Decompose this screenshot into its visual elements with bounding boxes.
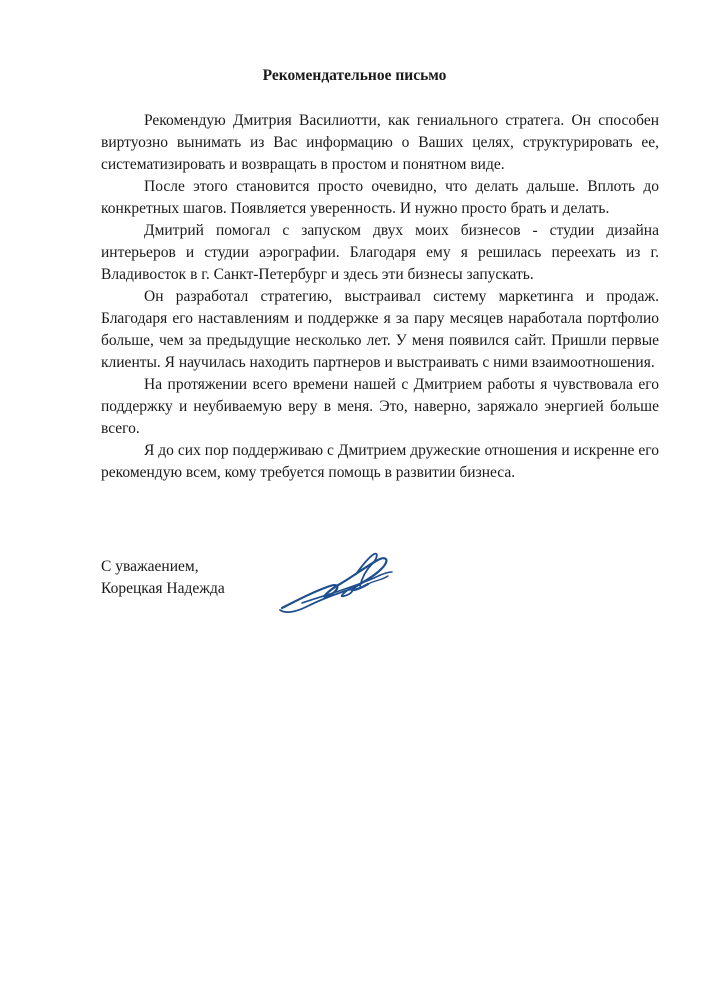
signature-stroke-cross — [302, 572, 392, 603]
paragraph-1: Рекомендую Дмитрия Василиотти, как гениального стратега. Он способен виртуозно вынимать из Вас информацию о Ваших целях, структурировать ее, систематизировать и возвращать в простом и понятном виде. — [101, 112, 659, 173]
closing-salutation: С уважаением, — [101, 558, 199, 575]
paragraph-6: Я до сих пор поддерживаю с Дмитрием дружеские отношения и искренне его рекомендую всем, кому требуется помощь в развитии бизнеса. — [101, 442, 659, 481]
signature-strokes — [280, 554, 392, 612]
paragraph-2: После этого становится просто очевидно, что делать дальше. Вплоть до конкретных шагов. Появляется уверенность. И нужно просто брать и делать. — [101, 178, 659, 217]
closing-author: Корецкая Надежда — [101, 580, 225, 597]
paragraph-5: На протяжении всего времени нашей с Дмитрием работы я чувствовала его поддержку и неубиваемую веру в меня. Это, наверно, заряжало энергией больше всего. — [101, 376, 659, 437]
letter-body — [101, 110, 659, 484]
letter-title: Рекомендательное письмо — [262, 67, 447, 84]
paragraph-4: Он разработал стратегию, выстраивал систему маркетинга и продаж. Благодаря его наставлениям и поддержке я за пару месяцев наработала портфолио больше, чем за предыдущие несколько лет. У меня появился сайт. Пришли первые клиенты. Я научилась находить партнеров и выстраивать с ними взаимоотношения. — [101, 288, 659, 371]
paragraph-3: Дмитрий помогал с запуском двух моих бизнесов - студии дизайна интерьеров и студии аэрографии. Благодаря ему я решилась переехать из г. Владивосток в г. Санкт-Петербург и здесь эти бизнесы запускать. — [101, 222, 659, 283]
handwritten-signature — [272, 548, 402, 620]
letter-closing — [101, 556, 225, 600]
